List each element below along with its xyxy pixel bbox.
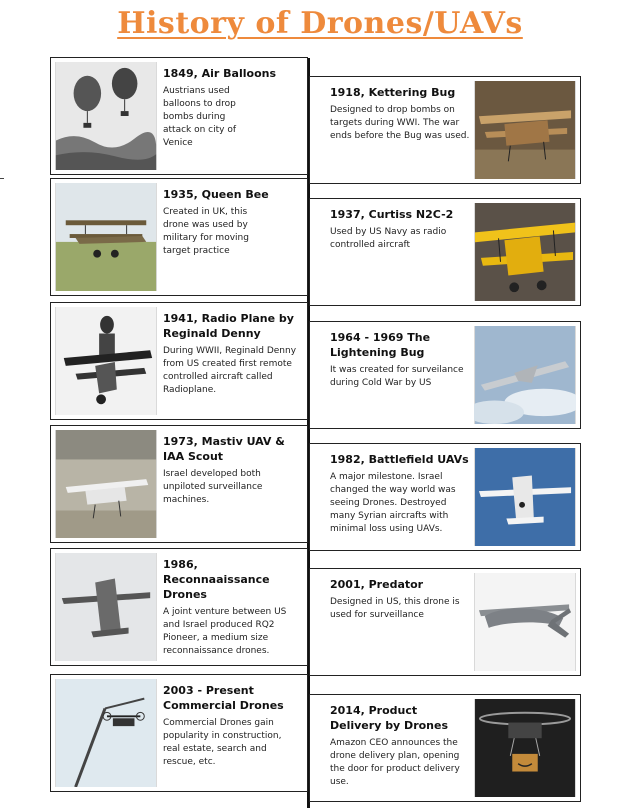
timeline-card-1935: [50, 178, 308, 296]
card-text: Designed in US, this drone is used for surveillance: [330, 597, 460, 620]
card-text: Austrians used balloons to drop bombs during attack on city of Venice: [163, 86, 237, 148]
card-text: It was created for surveilance during Cold War by US: [330, 365, 464, 388]
timeline-card-1982: [309, 443, 581, 551]
timeline-card-1986: [50, 548, 308, 666]
timeline-card-1964: [309, 321, 581, 429]
battlefield-uav-image: [474, 448, 576, 546]
card-text: Amazon CEO announces the drone delivery plan, opening the door for product delivery use.: [330, 738, 460, 787]
mastiv-uav-image: [55, 430, 157, 538]
curtiss-biplane-image: [474, 203, 576, 301]
card-title: 1964 - 1969 The Lightening Bug: [330, 331, 431, 359]
margin-mark: [0, 178, 4, 179]
timeline-card-1937: [309, 198, 581, 306]
card-title: 1941, Radio Plane by Reginald Denny: [163, 312, 294, 340]
radioplane-image: [55, 307, 157, 415]
pioneer-drone-image: [55, 553, 157, 661]
card-text: Designed to drop bombs on targets during WWI. The war ends before the Bug was used.: [330, 105, 470, 141]
lightning-bug-image: [474, 326, 576, 424]
timeline-card-1918: [309, 76, 581, 184]
card-title: 1918, Kettering Bug: [330, 86, 456, 99]
card-title: 1982, Battlefield UAVs: [330, 453, 469, 466]
timeline-card-1973: [50, 425, 308, 543]
page-title: History of Drones/UAVs: [117, 6, 523, 41]
card-title: 2014, Product Delivery by Drones: [330, 704, 449, 732]
timeline-card-2001: [309, 568, 581, 676]
card-title: 1935, Queen Bee: [163, 188, 269, 201]
card-title: 2003 - Present Commercial Drones: [163, 684, 284, 712]
card-text: A major milestone. Israel changed the way world was seeing Drones. Destroyed many Syrian aircrafts with minimal loss using UAVs.: [330, 472, 456, 534]
timeline-card-1941: [50, 302, 308, 420]
card-text: A joint venture between US and Israel produced RQ2 Pioneer, a medium size reconnaissance drones.: [163, 607, 287, 656]
delivery-drone-image: [474, 699, 576, 797]
biplane-image: [55, 183, 157, 291]
card-title: 1973, Mastiv UAV & IAA Scout: [163, 435, 285, 463]
card-title: 1986, Reconnaaissance Drones: [163, 558, 270, 601]
card-title: 1849, Air Balloons: [163, 67, 277, 80]
timeline-card-2014: [309, 694, 581, 802]
card-text: Used by US Navy as radio controlled aircraft: [330, 227, 447, 250]
card-text: Created in UK, this drone was used by military for moving target practice: [163, 207, 249, 256]
timeline-card-2003: [50, 674, 308, 792]
predator-drone-image: [474, 573, 576, 671]
card-title: 1937, Curtiss N2C-2: [330, 208, 454, 221]
card-text: During WWII, Reginald Denny from US created first remote controlled aircraft called Radioplane.: [163, 346, 297, 395]
card-text: Israel developed both unpiloted surveillance machines.: [163, 469, 263, 505]
card-text: Commercial Drones gain popularity in construction, real estate, search and rescue, etc.: [163, 718, 282, 767]
card-title: 2001, Predator: [330, 578, 424, 591]
kettering-bug-image: [474, 81, 576, 179]
timeline-card-1849: [50, 57, 308, 175]
balloon-engraving-image: [55, 62, 157, 170]
quadcopter-crane-image: [55, 679, 157, 787]
